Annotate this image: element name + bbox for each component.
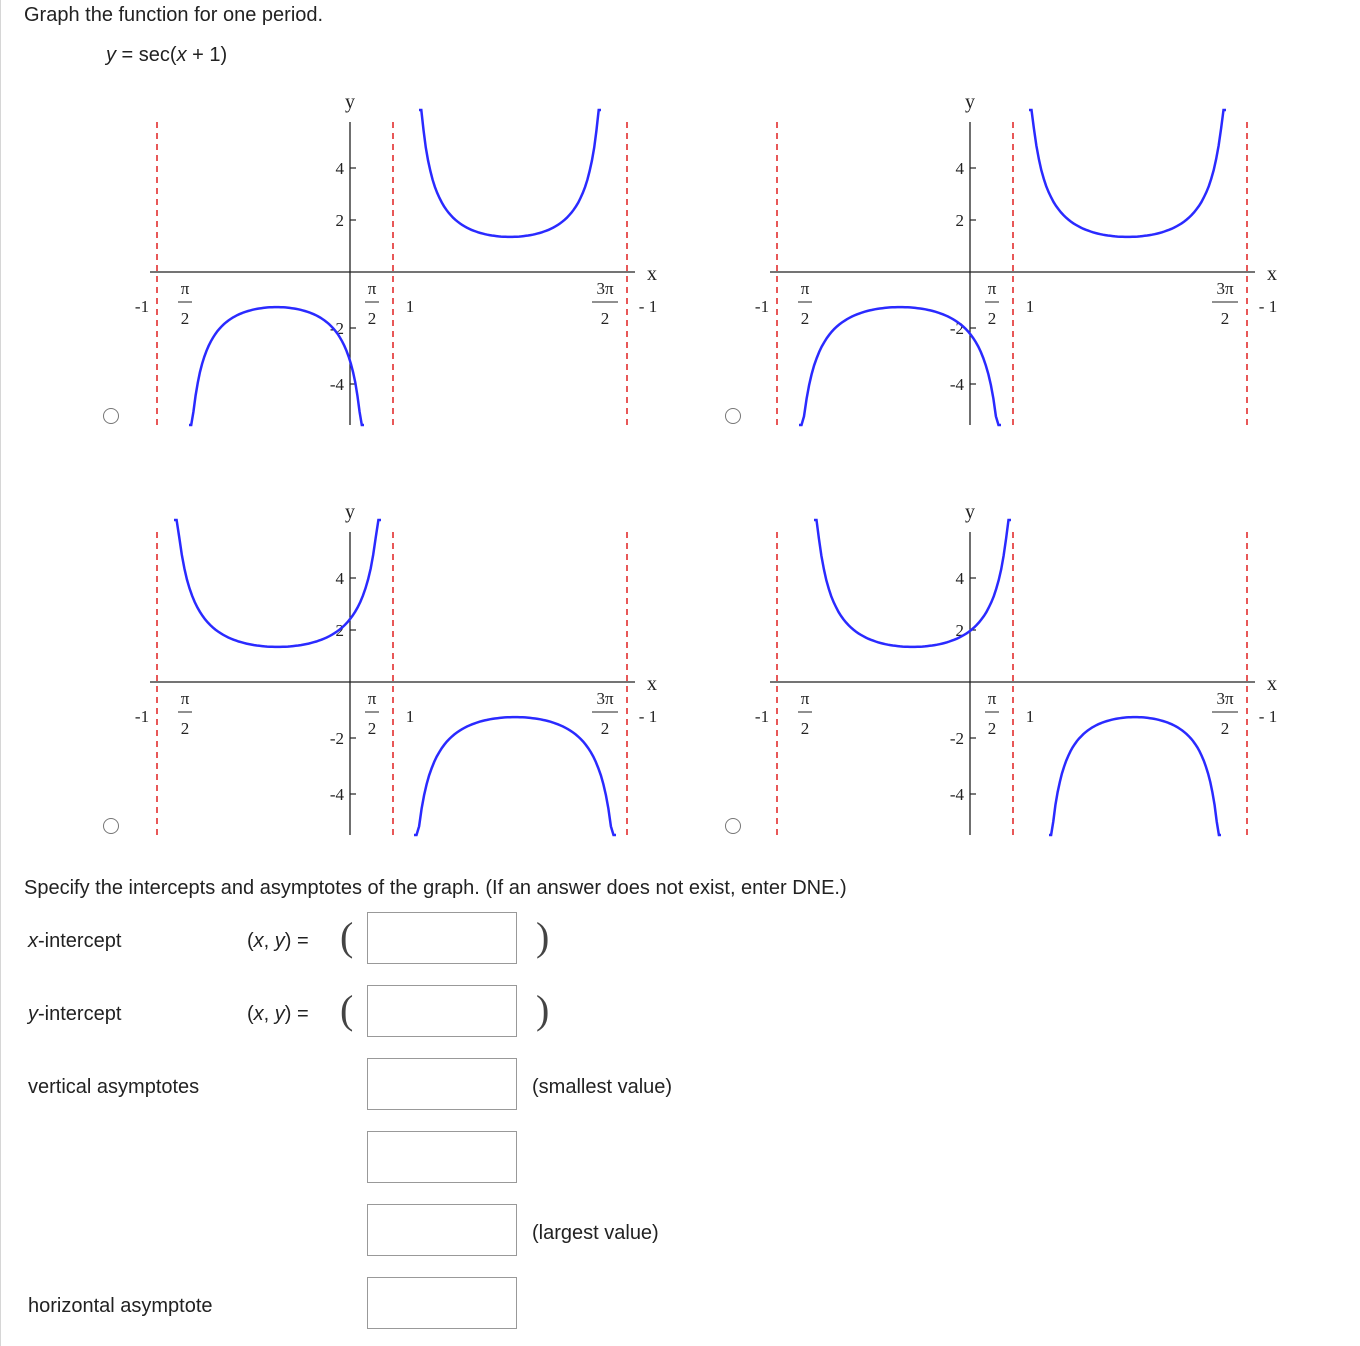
y-tick-label-3: -4 (949, 375, 964, 394)
graph-option-d-radio[interactable] (725, 818, 741, 834)
function-expression: y = sec(x + 1) (106, 44, 228, 66)
largest-value-note: (largest value) (532, 1222, 659, 1244)
sec-branch-1 (1029, 110, 1226, 237)
x-tick-pi-over-2-left-den: 2 (800, 309, 810, 328)
x-tick-pi-over-2-den: 2 (987, 309, 997, 328)
horizontal-asymptote-label: horizontal asymptote (28, 1295, 213, 1317)
x-tick-pi-over-2-num: π (367, 279, 377, 298)
x-axis-label: x (1267, 263, 1277, 285)
y-tick-label-2: -2 (329, 729, 344, 748)
x-tick-pi-over-2-den: 2 (987, 719, 997, 738)
y-tick-label-0: 4 (335, 569, 344, 588)
x-intercept-open-paren: ( (340, 914, 354, 959)
y-tick-label-1: 2 (335, 621, 344, 640)
sec-branch-0 (814, 520, 1011, 647)
graph-option-d (754, 490, 1360, 890)
y-intercept-label: y-intercept (28, 1003, 122, 1025)
sec-branch-0 (799, 307, 1001, 425)
sec-branch-1 (1049, 717, 1221, 835)
y-tick-label-3: -4 (329, 375, 344, 394)
sec-branch-1 (419, 110, 601, 237)
x-tick-neg-one: -1 (754, 297, 770, 316)
smallest-value-note: (smallest value) (532, 1076, 673, 1098)
y-tick-label-0: 4 (955, 159, 964, 178)
y-intercept-xy-label: (x, y) = (247, 1003, 309, 1025)
x-tick-neg-one: -1 (134, 707, 150, 726)
vertical-asymptotes-label: vertical asymptotes (28, 1076, 200, 1098)
y-tick-label-1: 2 (335, 211, 344, 230)
x-tick-pi-over-2-num: π (987, 689, 997, 708)
y-tick-label-2: -2 (949, 729, 964, 748)
x-tick-3pi-over-2-den: 2 (1220, 309, 1230, 328)
x-tick-3pi-over-2-den: 2 (600, 309, 610, 328)
x-tick-minus-one-right: - 1 (638, 707, 658, 726)
x-tick-minus-one-right: - 1 (1258, 707, 1278, 726)
x-tick-pi-over-2-den: 2 (367, 719, 377, 738)
y-tick-label-1: 2 (955, 211, 964, 230)
y-axis-label: y (345, 91, 355, 113)
x-axis-label: x (1267, 673, 1277, 695)
y-axis-label: y (345, 501, 355, 523)
x-tick-neg-one: -1 (134, 297, 150, 316)
x-tick-neg-one: -1 (754, 707, 770, 726)
x-tick-minus-one-right: - 1 (1258, 297, 1278, 316)
graph-option-c-radio[interactable] (103, 818, 119, 834)
y-tick-label-0: 4 (335, 159, 344, 178)
x-tick-3pi-over-2-num: 3π (1216, 689, 1234, 708)
y-axis-label: y (965, 501, 975, 523)
x-tick-pi-over-2-den: 2 (367, 309, 377, 328)
x-intercept-close-paren: ) (536, 914, 550, 959)
y-tick-label-1: 2 (955, 621, 964, 640)
x-axis-label: x (647, 673, 657, 695)
horizontal-asymptote-input[interactable] (367, 1277, 517, 1329)
graph-option-b (754, 80, 1360, 480)
x-tick-pi-over-2-left-num: π (800, 279, 810, 298)
graph-option-a-radio[interactable] (103, 408, 119, 424)
x-tick-one: 1 (1025, 297, 1035, 316)
y-axis-label: y (965, 91, 975, 113)
x-tick-one: 1 (405, 707, 415, 726)
x-axis-label: x (647, 263, 657, 285)
y-tick-label-2: -2 (329, 319, 344, 338)
y-tick-label-3: -4 (949, 785, 964, 804)
x-tick-pi-over-2-left-den: 2 (180, 309, 190, 328)
graph-option-a (134, 80, 740, 480)
x-tick-pi-over-2-left-num: π (180, 279, 190, 298)
graph-option-b-radio[interactable] (725, 408, 741, 424)
x-intercept-input[interactable] (367, 912, 517, 964)
x-tick-3pi-over-2-den: 2 (600, 719, 610, 738)
sec-branch-1 (414, 717, 616, 835)
y-tick-label-2: -2 (949, 319, 964, 338)
x-tick-3pi-over-2-num: 3π (596, 689, 614, 708)
vertical-asymptote-smallest-input[interactable] (367, 1058, 517, 1110)
y-tick-label-3: -4 (329, 785, 344, 804)
x-tick-pi-over-2-left-num: π (800, 689, 810, 708)
x-intercept-xy-label: (x, y) = (247, 930, 309, 952)
specify-instruction: Specify the intercepts and asymptotes of the graph. (If an answer does not exist, enter DNE.) (24, 877, 847, 899)
x-tick-pi-over-2-num: π (987, 279, 997, 298)
question-prompt: Graph the function for one period. (24, 4, 324, 26)
x-intercept-label: x-intercept (28, 930, 122, 952)
x-tick-pi-over-2-left-den: 2 (800, 719, 810, 738)
x-tick-one: 1 (1025, 707, 1035, 726)
x-tick-3pi-over-2-num: 3π (596, 279, 614, 298)
x-tick-3pi-over-2-den: 2 (1220, 719, 1230, 738)
x-tick-pi-over-2-left-num: π (180, 689, 190, 708)
y-intercept-input[interactable] (367, 985, 517, 1037)
left-border (0, 0, 1, 1346)
x-tick-pi-over-2-num: π (367, 689, 377, 708)
vertical-asymptote-middle-input[interactable] (367, 1131, 517, 1183)
x-tick-one: 1 (405, 297, 415, 316)
y-tick-label-0: 4 (955, 569, 964, 588)
x-tick-3pi-over-2-num: 3π (1216, 279, 1234, 298)
y-intercept-close-paren: ) (536, 987, 550, 1032)
y-intercept-open-paren: ( (340, 987, 354, 1032)
vertical-asymptote-largest-input[interactable] (367, 1204, 517, 1256)
x-tick-minus-one-right: - 1 (638, 297, 658, 316)
x-tick-pi-over-2-left-den: 2 (180, 719, 190, 738)
graph-option-c (134, 490, 740, 890)
